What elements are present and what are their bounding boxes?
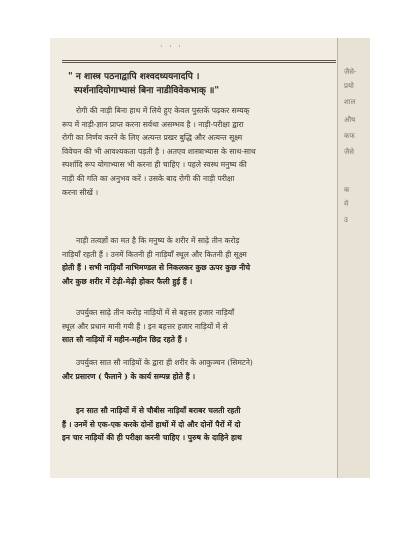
top-rule: [62, 60, 336, 61]
text-line: सात सौ नाड़ियों में महीन-महीन छिद्र रहते हैं ।: [62, 335, 188, 345]
sanskrit-verse: [68, 70, 332, 98]
edge-text: प्रयो: [344, 82, 354, 90]
edge-text: जैसे: [344, 148, 354, 156]
text-line: स्थूल और प्रधान मानी गयी हैं । इन बहत्तर हजार नाड़ियों में से: [62, 321, 228, 331]
text-line: और कुछ शरीर में टेढ़ी-मेढ़ी होकर फैली हुई हैं ।: [62, 276, 193, 286]
text-line: हैं । उनमें से एक-एक करके दोनों हाथों में दो और दोनों पैरों में दो: [62, 419, 241, 429]
text-line: होती हैं । सभी नाड़ियाँ नाभिमण्डल से निकलकर कुछ ऊपर कुछ नीचे: [62, 263, 251, 273]
verse-line: स्पर्शनादियोगाभ्यासं बिना नाडीविवेकभाक् ॥": [74, 86, 220, 96]
edge-text: में: [344, 200, 349, 208]
paragraph-5: [62, 404, 334, 445]
page-marker: · · ·: [160, 42, 183, 51]
text-line: स्पर्शादि रूप योगाभ्यास भी करना ही चाहिए । पहले स्वस्थ मनुष्य की: [62, 160, 247, 170]
facing-page-edge: [337, 38, 370, 478]
text-line: और प्रसारण ( फैलाने ) के कार्य सम्पन्न होते हैं ।: [62, 371, 196, 381]
text-line: रूप में नाड़ी-ज्ञान प्राप्त करना सर्वथा असम्भव है । नाड़ी-परीक्षा द्वारा: [62, 119, 244, 129]
edge-text: औष: [344, 116, 356, 124]
paragraph-2: [62, 234, 334, 288]
edge-text: कफ: [344, 132, 355, 140]
text-line: नाड़ी की गति का अनुभव करें । उसके बाद रोगी की नाड़ी परीक्षा: [62, 173, 235, 183]
edge-text: जैसे-: [344, 68, 357, 76]
top-rule-double: [62, 62, 336, 63]
text-line: नाड़ियाँ रहती हैं । उनमें कितनी ही नाड़ियाँ स्थूल और कितनी ही सूक्ष्म: [62, 249, 247, 259]
text-line: उपर्युक्त सात सौ नाड़ियों के द्वारा ही शरीर के आकुञ्चन (सिमटने): [76, 358, 253, 367]
text-line: करना सीखें ।: [62, 187, 99, 197]
text-line: इन चार नाड़ियों की ही परीक्षा करनी चाहिए । पुरुष के दाहिने हाथ: [62, 433, 242, 443]
text-line: रोगी का निर्णय करने के लिए अत्यन्त प्रखर बुद्धि और अत्यन्त सूक्ष्म: [62, 133, 243, 143]
paragraph-3: [62, 306, 334, 347]
edge-text: उ: [344, 216, 348, 224]
edge-text: क: [344, 186, 350, 194]
text-line: रोगी की नाड़ी बिना हाथ में लिये हुए केवल पुस्तकें पढ़कर सम्यक्: [76, 106, 250, 115]
text-line: विवेचन की भी आवश्यकता पड़ती है । अतएव शास्त्राभ्यास के साथ-साथ: [62, 146, 256, 156]
verse-line: " न शास्त्र पठनाद्वापि शश्वदध्ययनादपि ।: [68, 72, 200, 82]
text-line: नाड़ी तत्वज्ञों का मत है कि मनुष्य के शरीर में साढ़े तीन करोड़: [76, 236, 240, 245]
text-line: इन सात सौ नाड़ियों में से चौबीस नाड़ियाँ बराबर चलती रहती: [76, 406, 241, 415]
paragraph-1: [62, 104, 334, 199]
text-line: उपर्युक्त साढ़े तीन करोड़ नाड़ियों में से बहत्तर हजार नाड़ियाँ: [76, 308, 235, 317]
edge-text: शाल: [344, 98, 356, 106]
paragraph-4: [62, 356, 334, 383]
scanned-page: [50, 38, 370, 478]
